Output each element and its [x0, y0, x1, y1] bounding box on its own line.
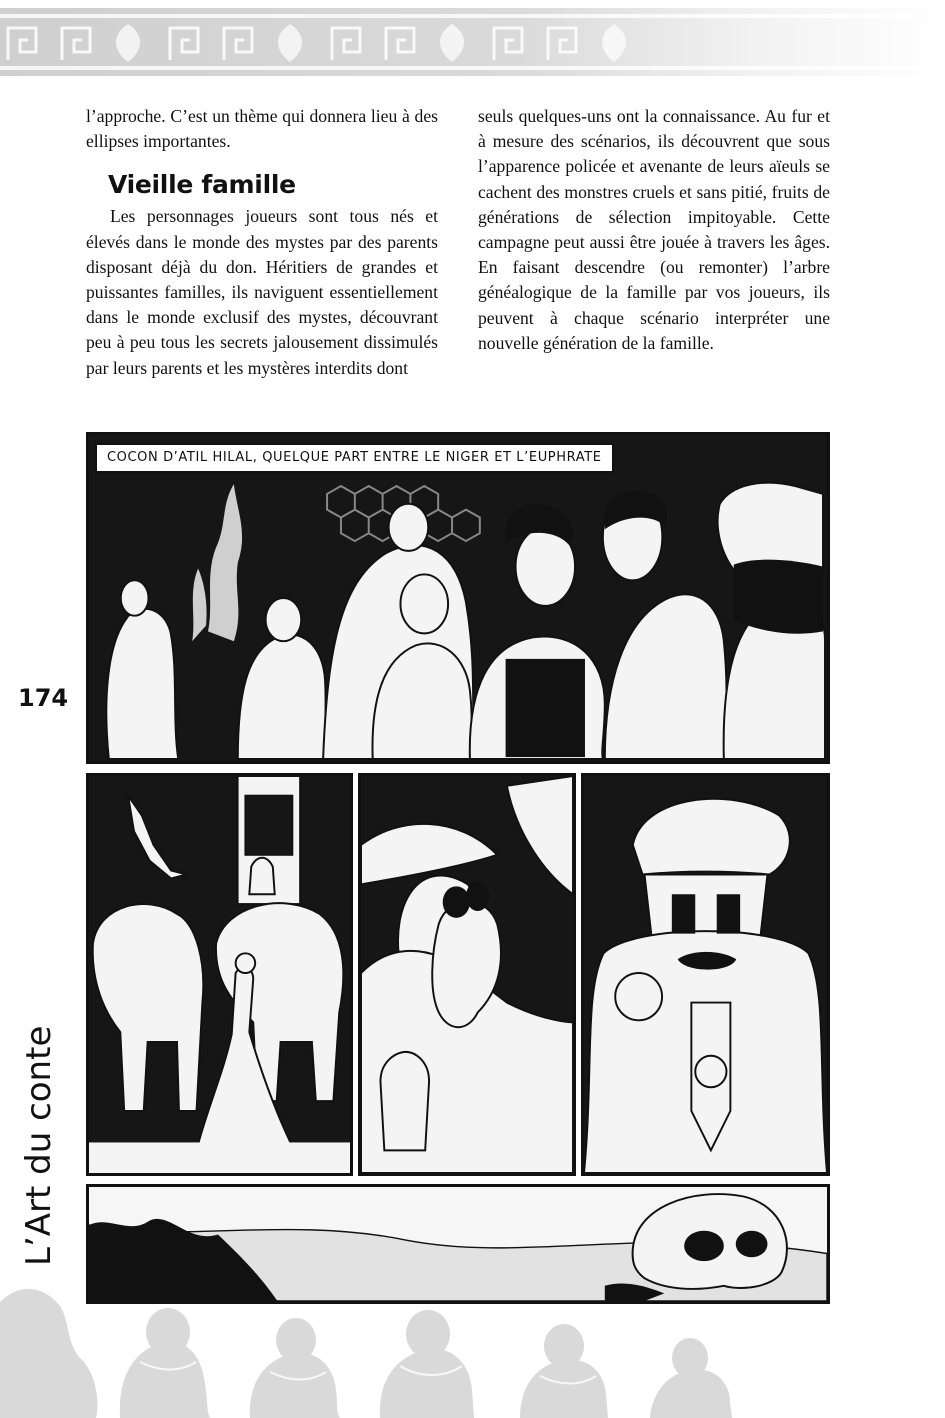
comic-panel-lovers — [358, 773, 576, 1176]
chapter-title: L’Art du conte — [19, 1025, 59, 1266]
page-number: 174 — [18, 684, 69, 712]
elephant-procession-artwork — [89, 776, 350, 1173]
panel-caption: COCON D’ATIL HILAL, QUELQUE PART ENTRE LE NIGER ET L’EUPHRATE — [95, 443, 614, 473]
continued-paragraph: l’approche. C’est un thème qui donnera lieu à des ellipses importantes. — [86, 106, 438, 152]
comic-illustration — [86, 432, 830, 1304]
lovers-scene-artwork — [361, 776, 573, 1173]
comic-panel-cocoon — [86, 432, 830, 764]
right-text-column — [478, 104, 830, 356]
header-ornament-band — [0, 0, 945, 82]
comic-panel-turbaned-figure — [581, 773, 830, 1176]
section-heading: Vieille famille — [108, 170, 296, 200]
cocoon-scene-artwork — [89, 435, 827, 761]
masked-noble-artwork — [584, 776, 827, 1173]
continued-section-paragraph: seuls quelques-uns ont la connaissance. Au fur et à mesure des scénarios, ils découvrent que sous l’apparence policée et avenante de leurs aïeuls se cachent des monstres cruels et sans pitié, fruits de générations de sélection impitoyable. Cette campagne peut aussi être jouée à travers les âges. En faisant descendre (ou remonter) l’arbre généalogique de la famille par vos joueurs, ils peuvent à chaque scénario interpréter une nouvelle génération de la famille. — [478, 106, 830, 353]
section-paragraph: Les personnages joueurs sont tous nés et élevés dans le monde des mystes par des parents disposant déjà du don. Héritiers de grandes et puissantes familles, ils naviguent essentiellement dans le monde exclusif des mystes, découvrant peu à peu tous les secrets jalousement dissimulés par leurs parents et les mystères interdits dont — [86, 206, 438, 378]
left-text-column — [86, 104, 438, 381]
footer-ornament-band — [0, 1262, 945, 1418]
comic-panel-elephants — [86, 773, 353, 1176]
